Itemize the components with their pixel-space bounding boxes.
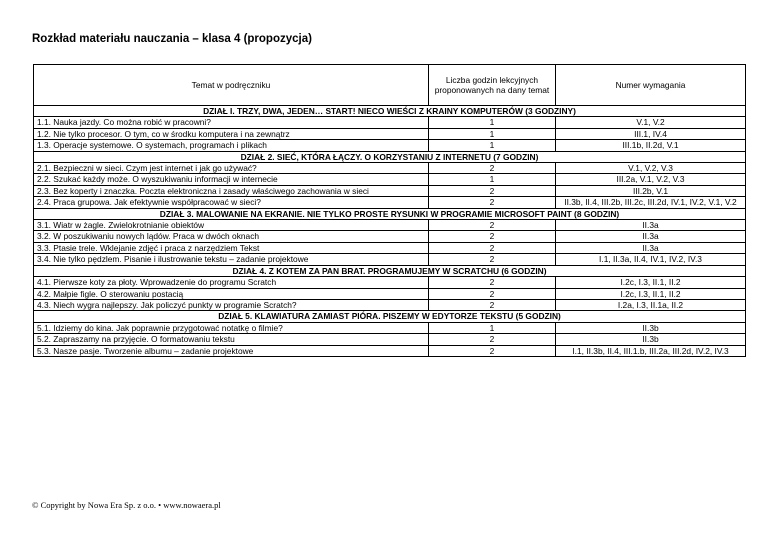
topic-cell: 5.2. Zapraszamy na przyjęcie. O formatowaniu tekstu (34, 334, 429, 345)
table-row (34, 185, 746, 196)
hours-cell: 2 (429, 231, 556, 242)
topic-cell: 3.3. Ptasie trele. Wklejanie zdjęć i praca z narzędziem Tekst (34, 242, 429, 253)
requirement-cell: III.2b, V.1 (556, 185, 746, 196)
requirement-cell: III.1, IV.4 (556, 128, 746, 139)
requirement-cell: I.2c, I.3, II.1, II.2 (556, 288, 746, 299)
requirement-cell: II.3a (556, 220, 746, 231)
table-row (34, 254, 746, 265)
hours-cell: 1 (429, 117, 556, 128)
section-row (34, 311, 746, 322)
header-topic: Temat w podręczniku (34, 65, 429, 106)
hours-cell: 1 (429, 322, 556, 333)
section-title: DZIAŁ 3. MALOWANIE NA EKRANIE. NIE TYLKO PROSTE RYSUNKI W PROGRAMIE MICROSOFT PAINT (8 GODZIN) (34, 208, 746, 219)
requirement-cell: II.3a (556, 231, 746, 242)
requirement-cell: I.1, II.3a, II.4, IV.1, IV.2, IV.3 (556, 254, 746, 265)
header-hours: Liczba godzin lekcyjnych proponowanych na dany temat (429, 65, 556, 106)
requirement-cell: I.2c, I.3, II.1, II.2 (556, 277, 746, 288)
section-title: DZIAŁ I. TRZY, DWA, JEDEN… START! NIECO WIEŚCI Z KRAINY KOMPUTERÓW (3 GODZINY) (34, 106, 746, 117)
topic-cell: 5.3. Nasze pasje. Tworzenie albumu – zadanie projektowe (34, 345, 429, 356)
section-title: DZIAŁ 5. KLAWIATURA ZAMIAST PIÓRA. PISZEMY W EDYTORZE TEKSTU (5 GODZIN) (34, 311, 746, 322)
table-row (34, 242, 746, 253)
topic-cell: 4.1. Pierwsze koty za płoty. Wprowadzenie do programu Scratch (34, 277, 429, 288)
requirement-cell: II.3b, II.4, III.2b, III.2c, III.2d, IV.1, IV.2, V.1, V.2 (556, 197, 746, 208)
topic-cell: 2.4. Praca grupowa. Jak efektywnie współpracować w sieci? (34, 197, 429, 208)
table-row (34, 288, 746, 299)
requirement-cell: V.1, V.2 (556, 117, 746, 128)
table-row (34, 345, 746, 356)
topic-cell: 4.3. Niech wygra najlepszy. Jak policzyć punkty w programie Scratch? (34, 299, 429, 310)
table-row (34, 277, 746, 288)
requirement-cell: III.2a, V.1, V.2, V.3 (556, 174, 746, 185)
topic-cell: 2.3. Bez koperty i znaczka. Poczta elektroniczna i zasady właściwego zachowania w sieci (34, 185, 429, 196)
table-row (34, 140, 746, 151)
table-body (34, 106, 746, 357)
section-title: DZIAŁ 4. Z KOTEM ZA PAN BRAT. PROGRAMUJEMY W SCRATCHU (6 GODZIN) (34, 265, 746, 276)
section-title: DZIAŁ 2. SIEĆ, KTÓRA ŁĄCZY. O KORZYSTANIU Z INTERNETU (7 GODZIN) (34, 151, 746, 162)
hours-cell: 1 (429, 128, 556, 139)
copyright-footer: © Copyright by Nowa Era Sp. z o.o. • www.nowaera.pl (32, 500, 221, 510)
table-row (34, 334, 746, 345)
hours-cell: 2 (429, 220, 556, 231)
hours-cell: 2 (429, 197, 556, 208)
requirement-cell: II.3a (556, 242, 746, 253)
hours-cell: 2 (429, 277, 556, 288)
hours-cell: 2 (429, 334, 556, 345)
requirement-cell: I.2a, I.3, II.1a, II.2 (556, 299, 746, 310)
topic-cell: 1.1. Nauka jazdy. Co można robić w pracowni? (34, 117, 429, 128)
section-row (34, 151, 746, 162)
table-row (34, 174, 746, 185)
requirement-cell: V.1, V.2, V.3 (556, 163, 746, 174)
hours-cell: 2 (429, 185, 556, 196)
table-row (34, 220, 746, 231)
hours-cell: 2 (429, 254, 556, 265)
section-row (34, 208, 746, 219)
section-row (34, 265, 746, 276)
curriculum-table (33, 64, 746, 357)
hours-cell: 2 (429, 345, 556, 356)
requirement-cell: III.1b, II.2d, V.1 (556, 140, 746, 151)
topic-cell: 3.2. W poszukiwaniu nowych lądów. Praca w dwóch oknach (34, 231, 429, 242)
requirement-cell: II.3b (556, 334, 746, 345)
topic-cell: 2.1. Bezpieczni w sieci. Czym jest internet i jak go używać? (34, 163, 429, 174)
table-row (34, 299, 746, 310)
table-row (34, 117, 746, 128)
table-row (34, 322, 746, 333)
hours-cell: 2 (429, 242, 556, 253)
hours-cell: 2 (429, 288, 556, 299)
table-row (34, 231, 746, 242)
topic-cell: 5.1. Idziemy do kina. Jak poprawnie przygotować notatkę o filmie? (34, 322, 429, 333)
hours-cell: 2 (429, 299, 556, 310)
topic-cell: 2.2. Szukać każdy może. O wyszukiwaniu informacji w internecie (34, 174, 429, 185)
hours-cell: 1 (429, 174, 556, 185)
requirement-cell: I.1, II.3b, II.4, III.1.b, III.2a, III.2d, IV.2, IV.3 (556, 345, 746, 356)
topic-cell: 1.2. Nie tylko procesor. O tym, co w środku komputera i na zewnątrz (34, 128, 429, 139)
hours-cell: 1 (429, 140, 556, 151)
topic-cell: 3.4. Nie tylko pędzlem. Pisanie i ilustrowanie tekstu – zadanie projektowe (34, 254, 429, 265)
topic-cell: 1.3. Operacje systemowe. O systemach, programach i plikach (34, 140, 429, 151)
table-header-row (34, 65, 746, 106)
topic-cell: 4.2. Małpie figle. O sterowaniu postacią (34, 288, 429, 299)
table-row (34, 197, 746, 208)
topic-cell: 3.1. Wiatr w żagle. Zwielokrotnianie obiektów (34, 220, 429, 231)
hours-cell: 2 (429, 163, 556, 174)
section-row (34, 106, 746, 117)
requirement-cell: II.3b (556, 322, 746, 333)
table-row (34, 163, 746, 174)
header-requirement: Numer wymagania (556, 65, 746, 106)
table-row (34, 128, 746, 139)
document-title: Rozkład materiału nauczania – klasa 4 (propozycja) (32, 33, 312, 45)
